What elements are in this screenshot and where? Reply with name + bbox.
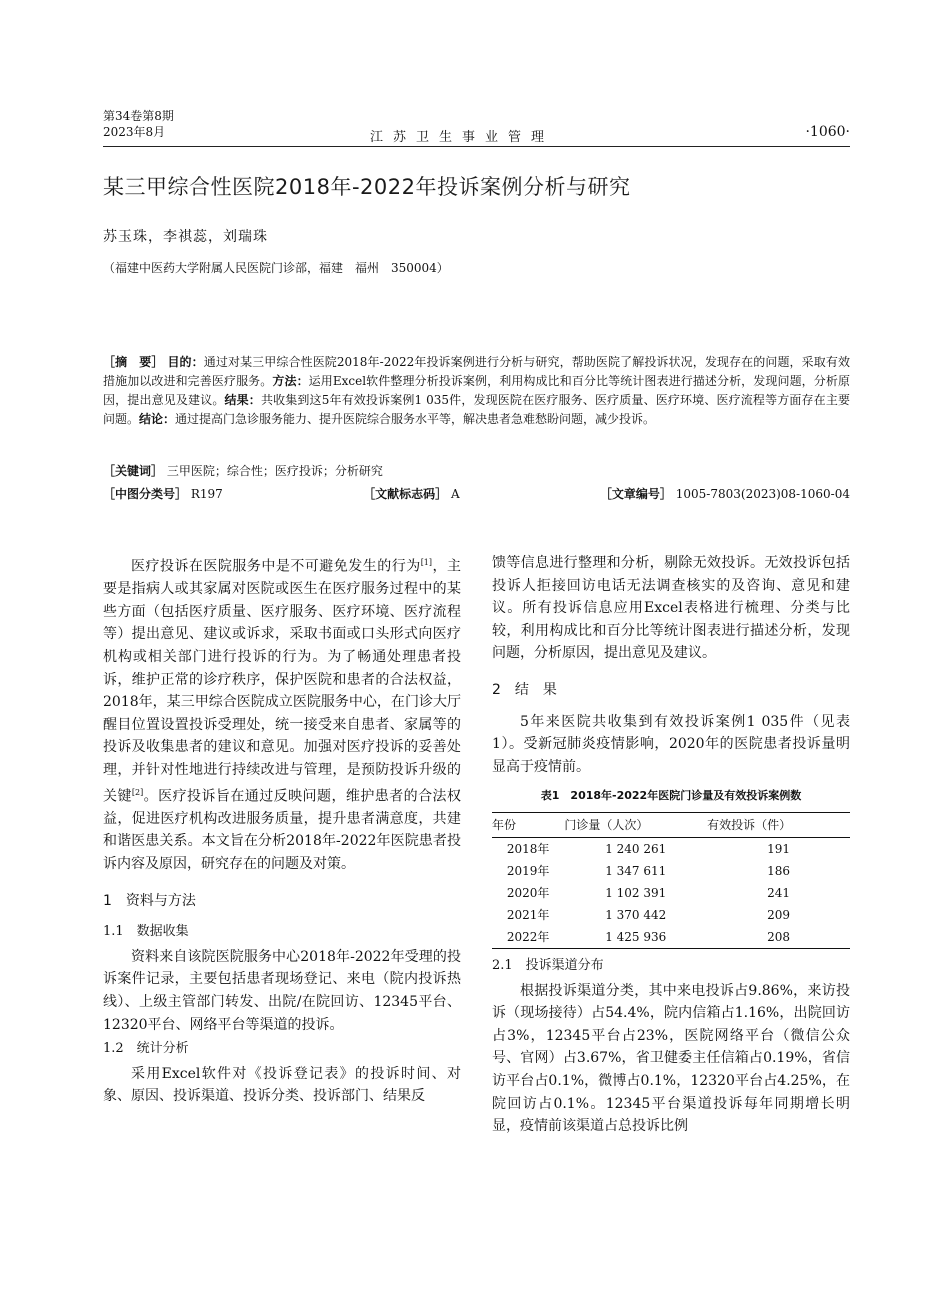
paragraph-2-1: 根据投诉渠道分类，其中来电投诉占9.86%，来访投诉（现场接待）占54.4%，院内信箱占1.16%，出院回访占3%，12345平台占23%，医院网络平台（微信公众号、官网）占3.67%，省卫健委主任信箱占0.19%，省信访平台占0.1%，微博占0.1%，12320平台占4.25%，在院回访占0.1%。12345平台渠道投诉每年同期增长明显，疫情前该渠道占总投诉比例 (492, 982, 850, 1135)
clc-value: R197 (190, 487, 223, 501)
cell-year: 2022年 (492, 926, 564, 949)
clc-label: ［中图分类号］ (103, 487, 188, 501)
cell-complaints: 208 (707, 926, 850, 949)
subsection-heading-1-1: 1.1 数据收集 (103, 924, 189, 940)
journal-name: 江苏卫生事业管理 (370, 130, 555, 145)
cell-visits: 1 425 936 (564, 926, 707, 949)
method-text: 运用Excel软件整理分析投诉案例，利用构成比和百分比等统计图表进行描述分析，发现问题，分析原因，提出意见及建议。 (103, 374, 850, 407)
table-header-row (492, 812, 850, 837)
keywords-text: 三甲医院；综合性；医疗投诉；分析研究 (166, 464, 383, 478)
paragraph-2: 5年来医院共收集到有效投诉案例1 035件（见表1）。受新冠肺炎疫情影响，2020年的医院患者投诉量明显高于疫情前。 (492, 713, 850, 775)
table-row (492, 904, 850, 926)
paragraph-1-2b: 馈等信息进行整理和分析，剔除无效投诉。无效投诉包括投诉人拒接回访电话无法调查核实的及咨询、意见和建议。所有投诉信息应用Excel表格进行梳理、分类与比较，利用构成比和百分比等统计图表进行描述分析，发现问题，分析原因，提出意见及建议。 (492, 555, 850, 662)
table-row (492, 837, 850, 860)
table-row (492, 882, 850, 904)
abstract (103, 353, 850, 429)
intro-text-a: 医疗投诉在医院服务中是不可避免发生的行为 (131, 558, 421, 575)
cell-complaints: 241 (767, 885, 791, 900)
doc-code-label: ［文献标志码］ (363, 487, 448, 501)
cell-year: 2021年 (506, 907, 550, 922)
col-header-year: 年份 (492, 812, 564, 837)
affiliation: （福建中医药大学附属人民医院门诊部，福建 福州 350004） (103, 261, 449, 275)
section-heading-1: 1 资料与方法 (103, 892, 196, 909)
paragraph-1-1: 资料来自该院医院服务中心2018年-2022年受理的投诉案件记录，主要包括患者现场登记、来电（院内投诉热线）、上级主管部门转发、出院/在院回访、12345平台、12320平台、网络平台等渠道的投诉。 (103, 948, 461, 1033)
conclusion-label: 结论： (139, 412, 176, 426)
abstract-label: ［摘 要］ (103, 355, 164, 369)
issue-info (103, 108, 174, 140)
conclusion-text: 通过提高门急诊服务能力、提升医院综合服务水平等，解决患者急难愁盼问题，减少投诉。 (175, 412, 656, 426)
cell-year: 2018年 (506, 841, 550, 856)
cell-year: 2020年 (506, 885, 550, 900)
purpose-label: 目的： (167, 355, 204, 369)
purpose-text: 通过对某三甲综合性医院2018年-2022年投诉案例进行分析与研究，帮助医院了解投诉状况，发现存在的问题，采取有效措施加以改进和完善医疗服务。 (103, 355, 850, 388)
intro-text-b: ，主要是指病人或其家属对医院或医生在医疗服务过程中的某些方面（包括医疗质量、医疗服务、医疗环境、医疗流程等）提出意见、建议或诉求，采取书面或口头形式向医疗机构或相关部门进行投诉的行为。为了畅通处理患者投诉，维护正常的诊疗秩序，保护医院和患者的合法权益，2018年，某三甲综合医院成立医院服务中心，在门诊大厅醒目位置设置投诉受理处，统一接受来自患者、家属等的投诉及收集患者的建议和意见。加强对医疗投诉的妥善处理，并针对性地进行持续改进与管理，是预防投诉升级的关键 (103, 558, 461, 805)
article-title: 某三甲综合性医院2018年-2022年投诉案例分析与研究 (103, 175, 631, 199)
body-column-right (492, 552, 850, 1138)
subsection-heading-1-2: 1.2 统计分析 (103, 1041, 189, 1057)
paragraph-1-2a: 采用Excel软件对《投诉登记表》的投诉时间、对象、原因、投诉渠道、投诉分类、投诉部门、结果反 (103, 1065, 461, 1105)
subsection-heading-2-1: 2.1 投诉渠道分布 (492, 957, 604, 973)
intro-paragraph (103, 552, 461, 876)
publication-date: 2023年8月 (103, 125, 166, 139)
doc-code-field (363, 485, 460, 502)
table-caption: 表1 2018年-2022年医院门诊量及有效投诉案例数 (540, 789, 802, 803)
method-label: 方法： (272, 374, 309, 388)
cell-visits: 1 370 442 (605, 907, 667, 922)
table-row (492, 926, 850, 949)
authors: 苏玉珠，李祺蕊，刘瑞珠 (103, 229, 268, 245)
cell-complaints: 186 (767, 863, 791, 878)
cell-visits: 1 347 611 (605, 863, 667, 878)
cell-complaints: 209 (767, 907, 791, 922)
result-text: 共收集到这5年有效投诉案例1 035件，发现医院在医疗服务、医疗质量、医疗环境、医疗流程等方面存在主要问题。 (103, 393, 850, 426)
col-header-visits: 门诊量（人次） (564, 812, 707, 837)
cell-visits: 1 240 261 (605, 841, 667, 856)
citation-ref-2[interactable]: [2] (131, 787, 144, 797)
body-column-left (103, 552, 461, 1108)
volume-issue: 第34卷第8期 (103, 109, 174, 123)
cell-visits: 1 102 391 (605, 885, 667, 900)
table-row (492, 860, 850, 882)
article-no-label: ［文章编号］ (599, 487, 672, 501)
classification-row (103, 485, 850, 502)
doc-code-value: A (450, 487, 460, 501)
header-rule (103, 146, 850, 147)
keywords (103, 462, 850, 479)
intro-text-c: 。医疗投诉旨在通过反映问题，维护患者的合法权益，促进医疗机构改进服务质量，提升患者满意度，共建和谐医患关系。本文旨在分析2018年-2022年医院患者投诉内容及原因，研究存在的问题及对策。 (103, 788, 462, 873)
table-1 (492, 812, 850, 949)
section-heading-2: 2 结 果 (492, 681, 557, 698)
cell-complaints: 191 (767, 841, 791, 856)
article-no-value: 1005-7803(2023)08-1060-04 (675, 487, 850, 501)
page-number: ·1060· (805, 124, 850, 140)
cell-year: 2019年 (506, 863, 550, 878)
keywords-label: ［关键词］ (103, 464, 164, 478)
clc-field (103, 485, 223, 502)
citation-ref-1[interactable]: [1] (420, 558, 433, 567)
result-label: 结果： (224, 393, 261, 407)
article-no-field (600, 485, 850, 502)
col-header-complaints: 有效投诉（件） (707, 812, 850, 837)
